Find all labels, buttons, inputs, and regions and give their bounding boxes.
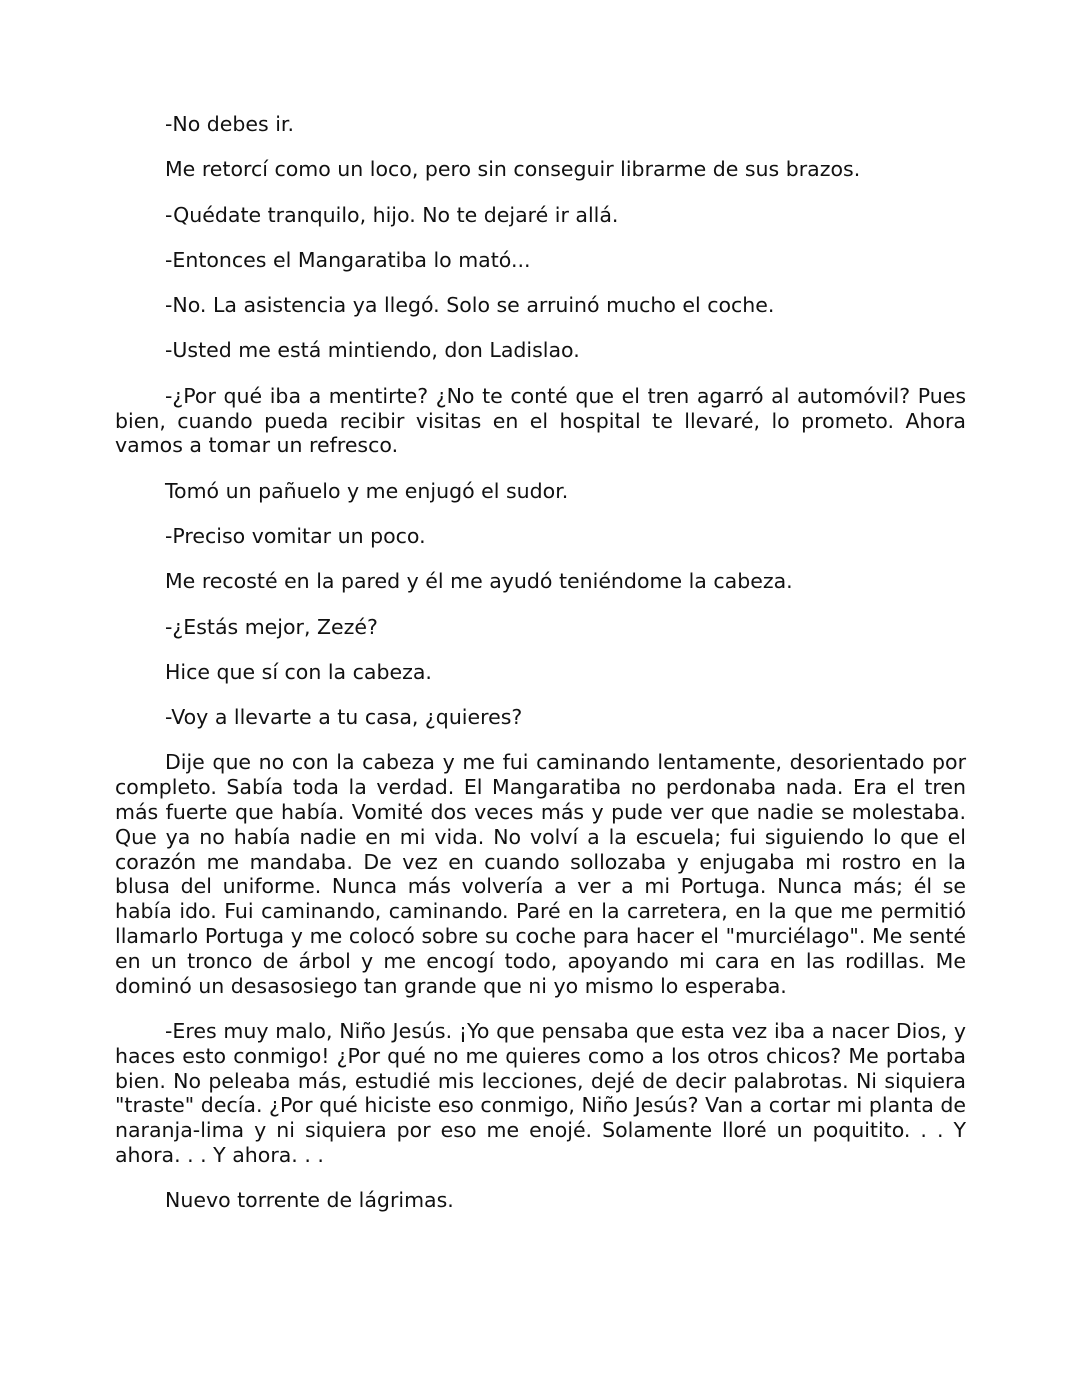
paragraph: Hice que sí con la cabeza. [165,659,432,684]
paragraph: -¿Por qué iba a mentirte? ¿No te conté que el tren agarró al automóvil? Pues bien, cuando pueda recibir visitas en el hospital te llevaré, lo prometo. Ahora vamos a tomar un refresco. [115,383,966,458]
paragraph: Tomó un pañuelo y me enjugó el sudor. [165,478,569,503]
paragraph: -Voy a llevarte a tu casa, ¿quieres? [165,705,523,730]
paragraph: -Quédate tranquilo, hijo. No te dejaré ir allá. [165,202,619,227]
paragraph: -Eres muy malo, Niño Jesús. ¡Yo que pensaba que esta vez iba a nacer Dios, y haces esto conmigo! ¿Por qué no me quieres como a los otros chicos? Me portaba bien. No peleaba más, estudié mis lecciones, dejé de decir palabrotas. Ni siquiera "traste" decía. ¿Por qué hiciste eso conmigo, Niño Jesús? Van a cortar mi planta de naranja-lima y ni siquiera por eso me enojé. Solamente lloré un poquitito. . . Y ahora. . . Y ahora. . . [115,1018,966,1167]
paragraph: -Usted me está mintiendo, don Ladislao. [165,338,580,363]
paragraph: Dije que no con la cabeza y me fui caminando lentamente, desorientado por completo. Sabía toda la verdad. El Mangaratiba no perdonaba nada. Era el tren más fuerte que había. Vomité dos veces más y pude ver que nadie se molestaba. Que ya no había nadie en mi vida. No volví a la escuela; fui siguiendo lo que el corazón me mandaba. De vez en cuando sollozaba y enjugaba mi rostro en la blusa del uniforme. Nunca más volvería a ver a mi Portuga. Nunca más; él se había ido. Fui caminando, caminando. Paré en la carretera, en la que me permitió llamarlo Portuga y me colocó sobre su coche para hacer el "murciélago". Me senté en un tronco de árbol y me encogí todo, apoyando mi cara en las rodillas. Me dominó un desasosiego tan grande que ni yo mismo lo esperaba. [115,750,966,998]
paragraph: -No. La asistencia ya llegó. Solo se arruinó mucho el coche. [165,293,775,318]
paragraph: -Preciso vomitar un poco. [165,523,426,548]
paragraph: -¿Estás mejor, Zezé? [165,614,378,639]
paragraph: Me recosté en la pared y él me ayudó teniéndome la cabeza. [165,569,793,594]
paragraph: Me retorcí como un loco, pero sin conseguir librarme de sus brazos. [165,157,861,182]
paragraph: -No debes ir. [165,112,294,136]
paragraph: Nuevo torrente de lágrimas. [165,1188,454,1213]
paragraph: -Entonces el Mangaratiba lo mató... [165,247,531,272]
document-page [115,112,966,1234]
